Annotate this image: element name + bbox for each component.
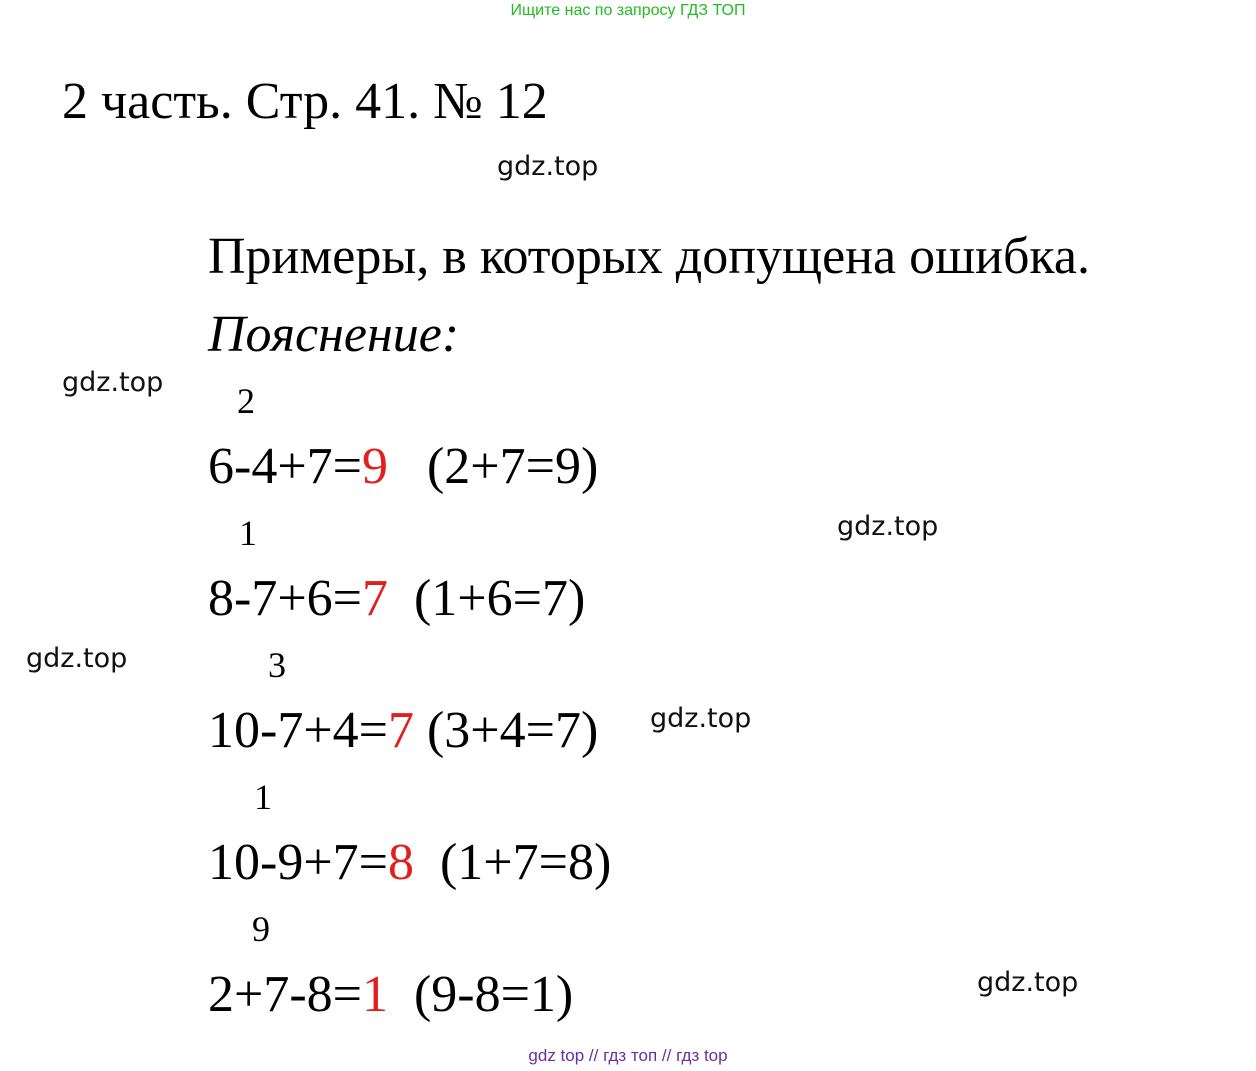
example-hint: 1 [254, 777, 272, 817]
example-expression: 6-4+7= [208, 438, 362, 495]
example-expression: 10-9+7= [208, 834, 388, 891]
example-hint: 2 [237, 381, 255, 421]
example-check: (1+7=8) [439, 834, 612, 891]
watermark: gdz.top [26, 643, 128, 674]
example-answer: 1 [361, 966, 388, 1023]
example-equation [208, 965, 573, 1025]
top-banner: Ищите нас по запросу ГДЗ ТОП [510, 2, 746, 19]
example-expression: 10-7+4= [208, 702, 388, 759]
watermark: gdz.top [837, 511, 939, 542]
explanation-label: Пояснение: [208, 306, 460, 363]
example-check: (9-8=1) [413, 966, 574, 1023]
page-title: 2 часть. Стр. 41. № 12 [62, 73, 548, 130]
example-check: (1+6=7) [413, 570, 586, 627]
example-hint: 1 [239, 513, 257, 553]
example-equation [208, 437, 598, 497]
example-expression: 2+7-8= [208, 966, 362, 1023]
example-answer: 7 [361, 570, 388, 627]
watermark: gdz.top [650, 703, 752, 734]
example-answer: 8 [387, 834, 414, 891]
example-answer: 7 [387, 702, 414, 759]
heading: Примеры, в которых допущена ошибка. [208, 228, 1090, 285]
example-check: (2+7=9) [426, 438, 599, 495]
example-hint: 3 [268, 645, 286, 685]
watermark: gdz.top [497, 151, 599, 182]
example-hint: 9 [252, 909, 270, 949]
example-answer: 9 [361, 438, 388, 495]
example-equation [208, 701, 598, 761]
example-equation [208, 569, 585, 629]
example-equation [208, 833, 611, 893]
watermark: gdz.top [977, 967, 1079, 998]
watermark: gdz.top [62, 367, 164, 398]
example-expression: 8-7+6= [208, 570, 362, 627]
footer-links: gdz top // гдз топ // гдз top [528, 1046, 728, 1065]
example-check: (3+4=7) [426, 702, 599, 759]
